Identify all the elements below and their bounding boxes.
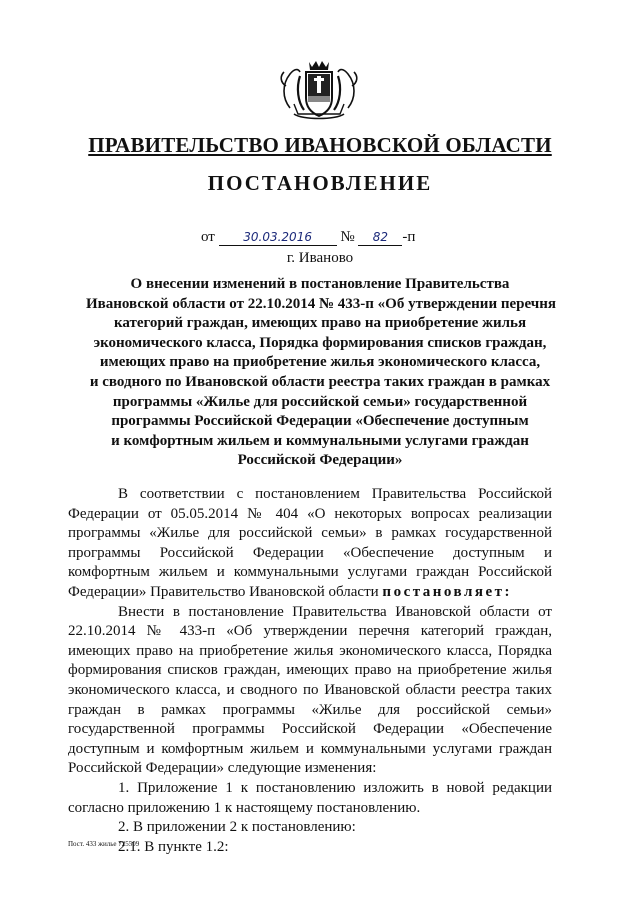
document-subject bbox=[86, 275, 554, 471]
document-body bbox=[68, 485, 552, 857]
document-type-title: ПОСТАНОВЛЕНИЕ bbox=[207, 171, 433, 195]
subject-line: и комфортным жильем и коммунальными услугами граждан bbox=[111, 432, 529, 449]
number-suffix: -п bbox=[402, 229, 416, 245]
subject-line: Ивановской области от 22.10.2014 № 433-п «Об утверждении перечня bbox=[86, 295, 556, 312]
date-prefix: от bbox=[201, 229, 215, 245]
number-prefix: № bbox=[340, 229, 355, 245]
preamble-text: В соответствии с постановлением Правительства Российской Федерации от 05.05.2014 № 404 «О некоторых вопросах реализации программы «Жилье для российской семьи» в рамках государственной программы Российской Федерации «Обеспечение доступным и комфортным жильем и коммунальными услугами граждан Российской Федерации» Правительство Ивановской области bbox=[68, 486, 552, 600]
subject-line: категорий граждан, имеющих право на приобретение жилья bbox=[113, 315, 527, 332]
subject-line: Российской Федерации» bbox=[237, 452, 403, 469]
amendment-paragraph: Внести в постановление Правительства Ивановской области от 22.10.2014 № 433-п «Об утверждении перечня категорий граждан, имеющих право на приобретение жилья экономического класса, Порядка формирования списков граждан, имеющих право на приобретение жилья экономического класса, и сводного по Ивановской области реестра таких граждан в рамках программы «Жилье для российской семьи» государственной программы Российской Федерации «Обеспечение доступным и комфортным жильем и коммунальными услугами граждан Российской Федерации» следующие изменения: bbox=[68, 603, 552, 777]
item-2-paragraph: 2. В приложении 2 к постановлению: bbox=[118, 819, 356, 836]
subject-line: О внесении изменений в постановление Правительства bbox=[130, 276, 510, 292]
item-1-paragraph: 1. Приложение 1 к постановлению изложить в новой редакции согласно приложению 1 к настоящему постановлению. bbox=[68, 779, 552, 816]
city-line: г. Иваново bbox=[286, 250, 354, 266]
subject-line: экономического класса, Порядка формирования списков граждан, bbox=[93, 334, 547, 351]
subject-line: программы Российской Федерации «Обеспечение доступным bbox=[111, 413, 529, 430]
decree-word: постановляет: bbox=[382, 583, 512, 600]
subject-line: имеющих право на приобретение жилья экономического класса, bbox=[99, 354, 541, 371]
subject-line: программы «Жилье для российской семьи» государственной bbox=[112, 393, 528, 410]
date-number-line bbox=[201, 229, 415, 246]
handwritten-date: 30.03.2016 bbox=[219, 230, 337, 246]
subject-line: и сводного по Ивановской области реестра таких граждан в рамках bbox=[89, 373, 551, 390]
footer-code: Пост. 433 жилье 725509 bbox=[68, 840, 140, 848]
handwritten-number: 82 bbox=[358, 230, 402, 246]
government-title: ПРАВИТЕЛЬСТВО ИВАНОВСКОЙ ОБЛАСТИ bbox=[88, 133, 552, 157]
item-2-1-paragraph: 2.1. В пункте 1.2: bbox=[118, 838, 229, 855]
coat-of-arms-emblem bbox=[276, 58, 362, 124]
preamble-paragraph bbox=[68, 485, 552, 603]
